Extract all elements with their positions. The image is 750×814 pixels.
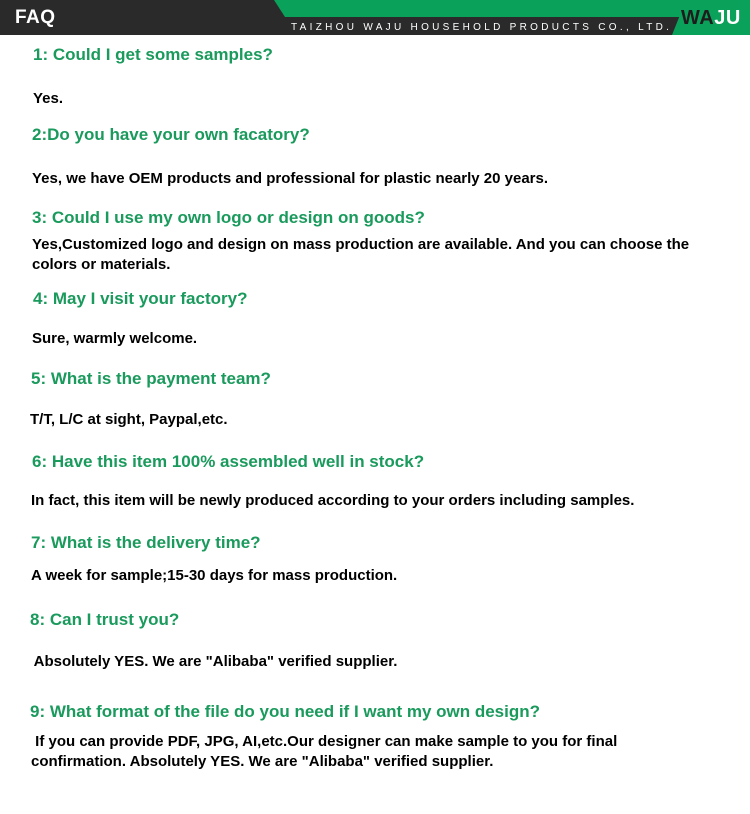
logo-text-wa: WA — [681, 7, 715, 29]
faq-answer: T/T, L/C at sight, Paypal,etc. — [30, 411, 228, 428]
logo-text-ju: JU — [714, 7, 741, 29]
faq-question: 8: Can I trust you? — [30, 610, 180, 629]
faq-question: 7: What is the delivery time? — [31, 533, 261, 552]
brand-logo — [681, 8, 741, 28]
faq-header-banner — [0, 0, 750, 35]
faq-answer: Yes. — [33, 90, 64, 107]
faq-question: 1: Could I get some samples? — [33, 45, 273, 64]
faq-answer: In fact, this item will be newly produced according to your orders including samples. — [31, 492, 635, 509]
faq-question: 6: Have this item 100% assembled well in stock? — [32, 452, 425, 471]
faq-question: 9: What format of the file do you need if I want my own design? — [30, 702, 541, 721]
faq-answer: Yes, we have OEM products and professional for plastic nearly 20 years. — [32, 170, 549, 187]
faq-answer: Absolutely YES. We are "Alibaba" verified supplier. — [30, 653, 398, 670]
green-accent-band — [274, 0, 750, 17]
faq-question: 4: May I visit your factory? — [33, 289, 248, 308]
faq-answer: If you can provide PDF, JPG, AI,etc.Our designer can make sample to you for final confirmation. Absolutely YES. We are "Alibaba" verified supplier. — [31, 733, 622, 770]
faq-question: 3: Could I use my own logo or design on goods? — [32, 208, 425, 227]
faq-question: 5: What is the payment team? — [31, 369, 271, 388]
faq-answer: Sure, warmly welcome. — [32, 330, 198, 347]
company-name: TAIZHOU WAJU HOUSEHOLD PRODUCTS CO., LTD. — [291, 22, 673, 33]
faq-answer: A week for sample;15-30 days for mass production. — [31, 567, 398, 584]
faq-answer: Yes,Customized logo and design on mass production are available. And you can choose the colors or materials. — [32, 236, 690, 273]
page-title: FAQ — [15, 7, 56, 28]
faq-question: 2:Do you have your own facatory? — [32, 125, 310, 144]
